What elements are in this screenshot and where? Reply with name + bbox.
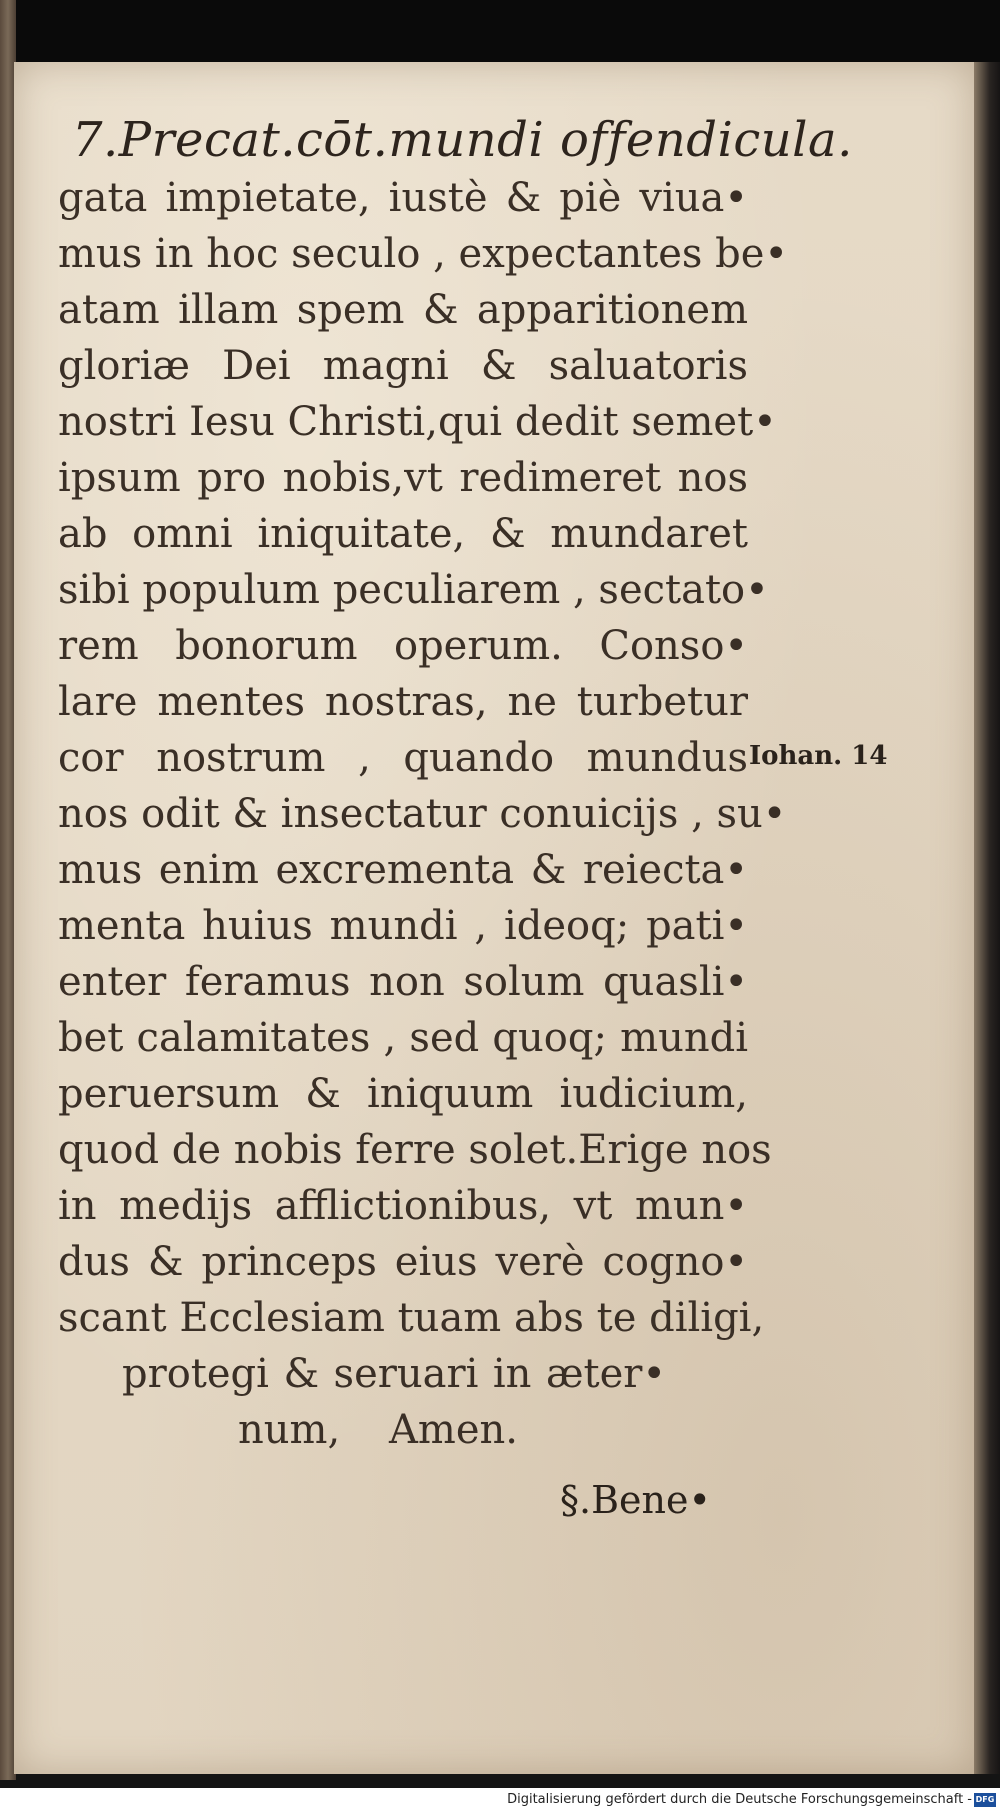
text-line: nos odit & insectatur conuicijs , su• bbox=[58, 791, 787, 837]
text-line: cor nostrum , quando mundus bbox=[58, 735, 748, 781]
text-line: rem bonorum operum. Conso• bbox=[58, 623, 748, 669]
text-line: num, Amen. bbox=[238, 1407, 518, 1453]
text-line: protegi & seruari in æter• bbox=[122, 1351, 666, 1397]
prayer-text-block bbox=[58, 170, 788, 1458]
text-line: enter feramus non solum quasli• bbox=[58, 959, 748, 1005]
text-line: atam illam spem & apparitionem bbox=[58, 287, 748, 333]
text-line: in medijs afflictionibus, vt mun• bbox=[58, 1183, 748, 1229]
text-line: quod de nobis ferre solet.Erige nos bbox=[58, 1127, 772, 1173]
catchword: §.Bene• bbox=[560, 1478, 711, 1522]
digitization-footer bbox=[0, 1788, 1000, 1812]
text-line: dus & princeps eius verè cogno• bbox=[58, 1239, 748, 1285]
text-line: mus in hoc seculo , expectantes be• bbox=[58, 231, 788, 277]
marginal-reference: Iohan. 14 bbox=[749, 741, 888, 771]
scan-top-edge bbox=[0, 0, 1000, 70]
text-line: peruersum & iniquum iudicium, bbox=[58, 1071, 748, 1117]
text-line: ab omni iniquitate, & mundaret bbox=[58, 511, 748, 557]
text-line: nostri Iesu Christi,qui dedit semet• bbox=[58, 399, 777, 445]
footer-credit: Digitalisierung gefördert durch die Deutsche Forschungsgemeinschaft - bbox=[507, 1792, 972, 1807]
text-line: ipsum pro nobis,vt redimeret nos bbox=[58, 455, 748, 501]
text-line: gloriæ Dei magni & saluatoris bbox=[58, 343, 748, 389]
running-head: 7.Precat.cōt.mundi offendicula. bbox=[72, 112, 853, 168]
dfg-logo-icon: DFG bbox=[974, 1793, 996, 1807]
text-line: mus enim excrementa & reiecta• bbox=[58, 847, 748, 893]
text-line: gata impietate, iustè & piè viua• bbox=[58, 175, 748, 221]
text-line: sibi populum peculiarem , sectato• bbox=[58, 567, 769, 613]
page-edge-shadow bbox=[974, 62, 1000, 1774]
text-line: lare mentes nostras, ne turbetur bbox=[58, 679, 748, 725]
text-line: menta huius mundi , ideoq; pati• bbox=[58, 903, 748, 949]
text-line: scant Ecclesiam tuam abs te diligi, bbox=[58, 1295, 765, 1341]
text-line: bet calamitates , sed quoq; mundi bbox=[58, 1015, 748, 1061]
